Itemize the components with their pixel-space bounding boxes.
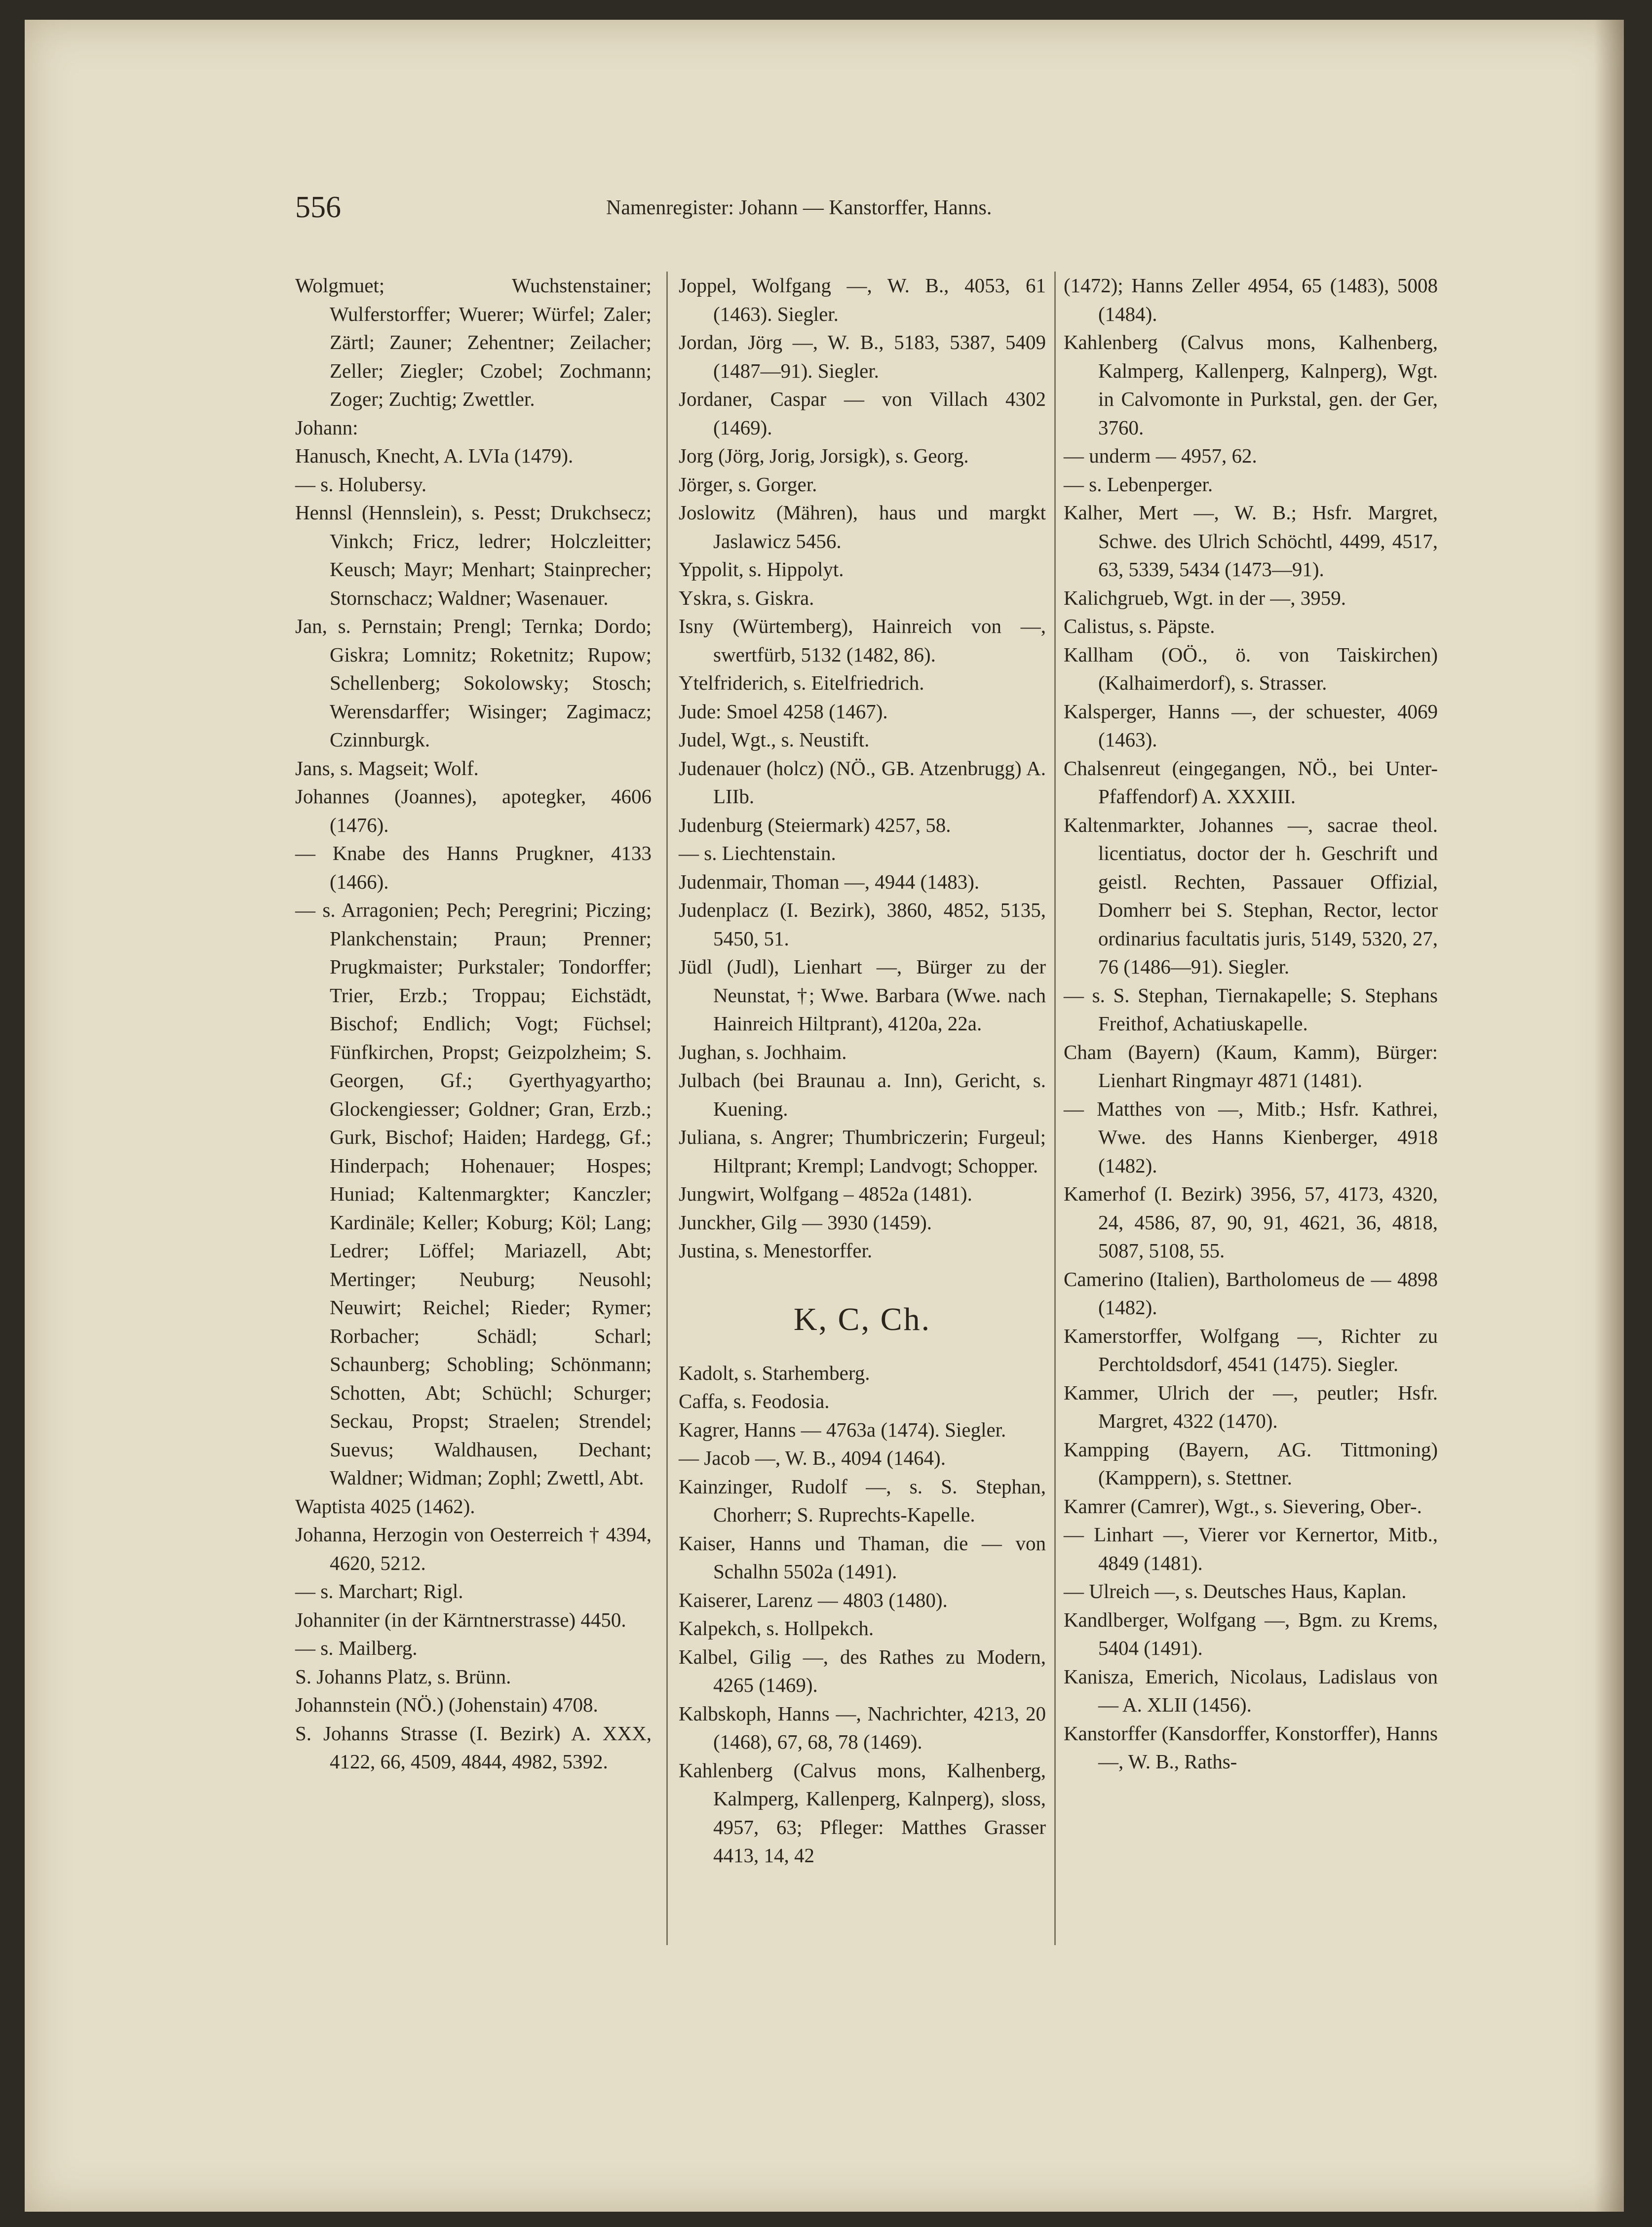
- index-entry: Kaltenmarkter, Johannes —, sacrae theol. licentiatus, doctor der h. Geschrift und geistl. Rechten, Passauer Offizial, Domherr bei S. Stephan, Rector, lector ordinarius facultatis juris, 5149, 5320, 27, 76 (1486—91). Siegler.: [1064, 813, 1438, 978]
- index-entry: Kamerstorffer, Wolfgang —, Richter zu Perchtoldsdorf, 4541 (1475). Siegler.: [1064, 1324, 1438, 1375]
- index-entry: Jordan, Jörg —, W. B., 5183, 5387, 5409 (1487—91). Siegler.: [679, 331, 1046, 382]
- index-entry: Kanstorffer (Kansdorffer, Konstorffer), Hanns —, W. B., Raths-: [1064, 1721, 1438, 1773]
- index-column-2: [679, 272, 1046, 1870]
- running-title: Namenregister: Johann — Kanstorffer, Hanns.: [606, 196, 992, 219]
- index-entry: Kagrer, Hanns — 4763a (1474). Siegler.: [679, 1418, 1006, 1441]
- index-entry: Joslowitz (Mähren), haus und margkt Jaslawicz 5456.: [679, 501, 1046, 552]
- index-entry: (1472); Hanns Zeller 4954, 65 (1483), 5008 (1484).: [1064, 274, 1438, 325]
- index-entry: Johanniter (in der Kärntnerstrasse) 4450.: [295, 1608, 626, 1631]
- index-entry: Judenauer (holcz) (NÖ., GB. Atzenbrugg) A. LIIb.: [679, 756, 1046, 808]
- column-divider: [1054, 272, 1056, 1945]
- index-entry: Junckher, Gilg — 3930 (1459).: [679, 1211, 932, 1234]
- index-entry: Kahlenberg (Calvus mons, Kalhenberg, Kalmperg, Kallenperg, Kalnperg), sloss, 4957, 63; Pfleger: Matthes Grasser 4413, 14, 42: [679, 1758, 1046, 1867]
- index-entry: Hanusch, Knecht, A. LVIa (1479).: [295, 444, 574, 467]
- index-entry: Kamerhof (I. Bezirk) 3956, 57, 4173, 4320, 24, 4586, 87, 90, 91, 4621, 36, 4818, 5087, 5108, 55.: [1064, 1182, 1438, 1262]
- index-entry: Kahlenberg (Calvus mons, Kalhenberg, Kalmperg, Kallenperg, Kalnperg), Wgt. in Calvomonte in Purkstal, gen. der Ger, 3760.: [1064, 331, 1438, 439]
- index-entry: Jörger, s. Gorger.: [679, 472, 817, 496]
- index-entry: Joppel, Wolfgang —, W. B., 4053, 61 (1463). Siegler.: [679, 274, 1046, 325]
- index-entry: Jan, s. Pernstain; Prengl; Ternka; Dordo; Giskra; Lomnitz; Roketnitz; Rupow; Schellenberg; Sokolowsky; Stosch; Werensdarffer; Wisinger; Zagimacz; Czinnburgk.: [295, 615, 652, 751]
- index-entry: Johannes (Joannes), apotegker, 4606 (1476).: [295, 785, 652, 836]
- index-entry: Calistus, s. Päpste.: [1064, 615, 1215, 637]
- index-entry: Juliana, s. Angrer; Thumbriczerin; Furgeul; Hiltprant; Krempl; Landvogt; Schopper.: [679, 1126, 1046, 1177]
- index-entry: Kaiserer, Larenz — 4803 (1480).: [679, 1588, 948, 1611]
- index-entry: Judenmair, Thoman —, 4944 (1483).: [679, 870, 980, 893]
- index-entry: — Ulreich —, s. Deutsches Haus, Kaplan.: [1064, 1580, 1407, 1602]
- index-entry: S. Johanns Platz, s. Brünn.: [295, 1665, 511, 1688]
- index-entry: Kalher, Mert —, W. B.; Hsfr. Margret, Schwe. des Ulrich Schöchtl, 4499, 4517, 63, 5339, 5434 (1473—91).: [1064, 501, 1438, 581]
- index-entry: — Matthes von —, Mitb.; Hsfr. Kathrei, Wwe. des Hanns Kienberger, 4918 (1482).: [1064, 1097, 1438, 1177]
- index-entry: Chalsenreut (eingegangen, NÖ., bei Unter-Pfaffendorf) A. XXXIII.: [1064, 756, 1438, 808]
- book-page: [25, 20, 1624, 2212]
- index-entry: Kammer, Ulrich der —, peutler; Hsfr. Margret, 4322 (1470).: [1064, 1381, 1438, 1432]
- index-column-1: [295, 272, 652, 1776]
- page-header: [295, 190, 1110, 244]
- index-entry: Wolgmuet; Wuchstenstainer; Wulferstorffer; Wuerer; Würfel; Zaler; Zärtl; Zauner; Zehentner; Zeilacher; Zeller; Ziegler; Czobel; Zochmann; Zoger; Zuchtig; Zwettler.: [295, 274, 652, 410]
- index-entry: Kalpekch, s. Hollpekch.: [679, 1617, 874, 1640]
- index-entry: — s. Lebenperger.: [1064, 472, 1213, 496]
- index-entry: — s. Mailberg.: [295, 1637, 418, 1659]
- index-entry: — s. Arragonien; Pech; Peregrini; Piczing; Plankchenstain; Praun; Prenner; Prugkmaister; Purkstaler; Tondorffer; Trier, Erzb.; Troppau; Eichstädt, Bischof; Endlich; Vogt; Füchsel; Fünfkirchen, Propst; Geizpolzheim; S. Georgen, Gf.; Gyerthyagyartho; Glockengiesser; Goldner; Gran, Erzb.; Gurk, Bischof; Haiden; Hardegg, Gf.; Hinderpach; Hohenauer; Hospes; Huniad; Kaltenmargkter; Kanczler; Kardinäle; Keller; Koburg; Köl; Lang; Ledrer; Löffel; Mariazell, Abt; Mertinger; Neuburg; Neusohl; Neuwirt; Reichel; Rieder; Rymer; Rorbacher; Schädl; Scharl; Schaunberg; Schobling; Schönmann; Schotten, Abt; Schüchl; Schurger; Seckau, Propst; Straelen; Strendel; Suevus; Waldhausen, Dechant; Waldner; Widman; Zophl; Zwettl, Abt.: [295, 899, 652, 1489]
- index-entry: Cham (Bayern) (Kaum, Kamm), Bürger: Lienhart Ringmayr 4871 (1481).: [1064, 1040, 1438, 1092]
- index-entry: Camerino (Italien), Bartholomeus de — 4898 (1482).: [1064, 1267, 1438, 1319]
- index-entry: Kallham (OÖ., ö. von Taiskirchen) (Kalhaimerdorf), s. Strasser.: [1064, 643, 1438, 694]
- index-entry: Jungwirt, Wolfgang – 4852a (1481).: [679, 1182, 972, 1205]
- index-entry: — s. Liechtenstain.: [679, 842, 836, 864]
- index-entry: Kalbel, Gilig —, des Rathes zu Modern, 4265 (1469).: [679, 1645, 1046, 1696]
- index-entry: Kampping (Bayern, AG. Tittmoning) (Kamppern), s. Stettner.: [1064, 1438, 1438, 1489]
- index-entry: Caffa, s. Feodosia.: [679, 1390, 830, 1412]
- index-entry: Kaiser, Hanns und Thaman, die — von Schalhn 5502a (1491).: [679, 1531, 1046, 1583]
- index-entry: Kadolt, s. Starhemberg.: [679, 1361, 870, 1384]
- index-entry: Jughan, s. Jochhaim.: [679, 1040, 847, 1063]
- index-entry: Kalsperger, Hanns —, der schuester, 4069 (1463).: [1064, 700, 1438, 751]
- index-entry: Johanna, Herzogin von Oesterreich † 4394, 4620, 5212.: [295, 1523, 652, 1574]
- index-entry: Julbach (bei Braunau a. Inn), Gericht, s. Kuening.: [679, 1069, 1046, 1120]
- index-entry: — Jacob —, W. B., 4094 (1464).: [679, 1446, 946, 1469]
- index-entry: Judenplacz (I. Bezirk), 3860, 4852, 5135, 5450, 51.: [679, 899, 1046, 950]
- index-entry: Kanisza, Emerich, Nicolaus, Ladislaus von — A. XLII (1456).: [1064, 1665, 1438, 1716]
- index-entry: Kandlberger, Wolfgang —, Bgm. zu Krems, 5404 (1491).: [1064, 1608, 1438, 1659]
- index-entry: Jude: Smoel 4258 (1467).: [679, 700, 888, 723]
- index-entry: Jüdl (Judl), Lienhart —, Bürger zu der Neunstat, †; Wwe. Barbara (Wwe. nach Hainreich Hiltprant), 4120a, 22a.: [679, 955, 1046, 1035]
- index-entry: — underm — 4957, 62.: [1064, 444, 1257, 467]
- index-entry: Yskra, s. Giskra.: [679, 586, 814, 609]
- index-entry: Kalichgrueb, Wgt. in der —, 3959.: [1064, 586, 1346, 609]
- index-entry: Justina, s. Menestorffer.: [679, 1239, 873, 1262]
- index-entry: Isny (Würtemberg), Hainreich von —, swertfürb, 5132 (1482, 86).: [679, 615, 1046, 666]
- index-entry: — Knabe des Hanns Prugkner, 4133 (1466).: [295, 842, 652, 893]
- index-entry: Jans, s. Magseit; Wolf.: [295, 756, 479, 780]
- index-entry: Johannstein (NÖ.) (Johenstain) 4708.: [295, 1693, 598, 1716]
- index-entry: Jordaner, Caspar — von Villach 4302 (1469).: [679, 388, 1046, 439]
- index-entry: — s. Holubersy.: [295, 472, 427, 496]
- index-column-3: [1064, 272, 1438, 1776]
- index-entry: Kalbskoph, Hanns —, Nachrichter, 4213, 20 (1468), 67, 68, 78 (1469).: [679, 1702, 1046, 1753]
- index-entry: Johann:: [295, 416, 358, 439]
- index-entry: — s. Marchart; Rigl.: [295, 1580, 463, 1602]
- index-entry: — s. S. Stephan, Tiernakapelle; S. Stephans Freithof, Achatiuskapelle.: [1064, 983, 1438, 1035]
- index-entry: Waptista 4025 (1462).: [295, 1494, 475, 1518]
- index-entry: Ytelfriderich, s. Eitelfriedrich.: [679, 671, 924, 694]
- column-divider: [666, 272, 668, 1945]
- section-heading: K, C, Ch.: [793, 1301, 931, 1337]
- index-entry: Kainzinger, Rudolf —, s. S. Stephan, Chorherr; S. Ruprechts-Kapelle.: [679, 1475, 1046, 1526]
- index-entry: S. Johanns Strasse (I. Bezirk) A. XXX, 4122, 66, 4509, 4844, 4982, 5392.: [295, 1721, 652, 1773]
- index-entry: Hennsl (Hennslein), s. Pesst; Drukchsecz; Vinkch; Fricz, ledrer; Holczleitter; Keusch; Mayr; Menhart; Stainprecher; Stornschacz; Waldner; Wasenauer.: [295, 501, 652, 609]
- index-entry: — Linhart —, Vierer vor Kernertor, Mitb., 4849 (1481).: [1064, 1523, 1438, 1574]
- index-entry: Yppolit, s. Hippolyt.: [679, 558, 844, 581]
- page-number: 556: [295, 191, 341, 224]
- index-entry: Judel, Wgt., s. Neustift.: [679, 728, 870, 751]
- index-entry: Kamrer (Camrer), Wgt., s. Sievering, Ober-.: [1064, 1494, 1422, 1518]
- index-entry: Jorg (Jörg, Jorig, Jorsigk), s. Georg.: [679, 444, 969, 467]
- index-entry: Judenburg (Steiermark) 4257, 58.: [679, 813, 951, 836]
